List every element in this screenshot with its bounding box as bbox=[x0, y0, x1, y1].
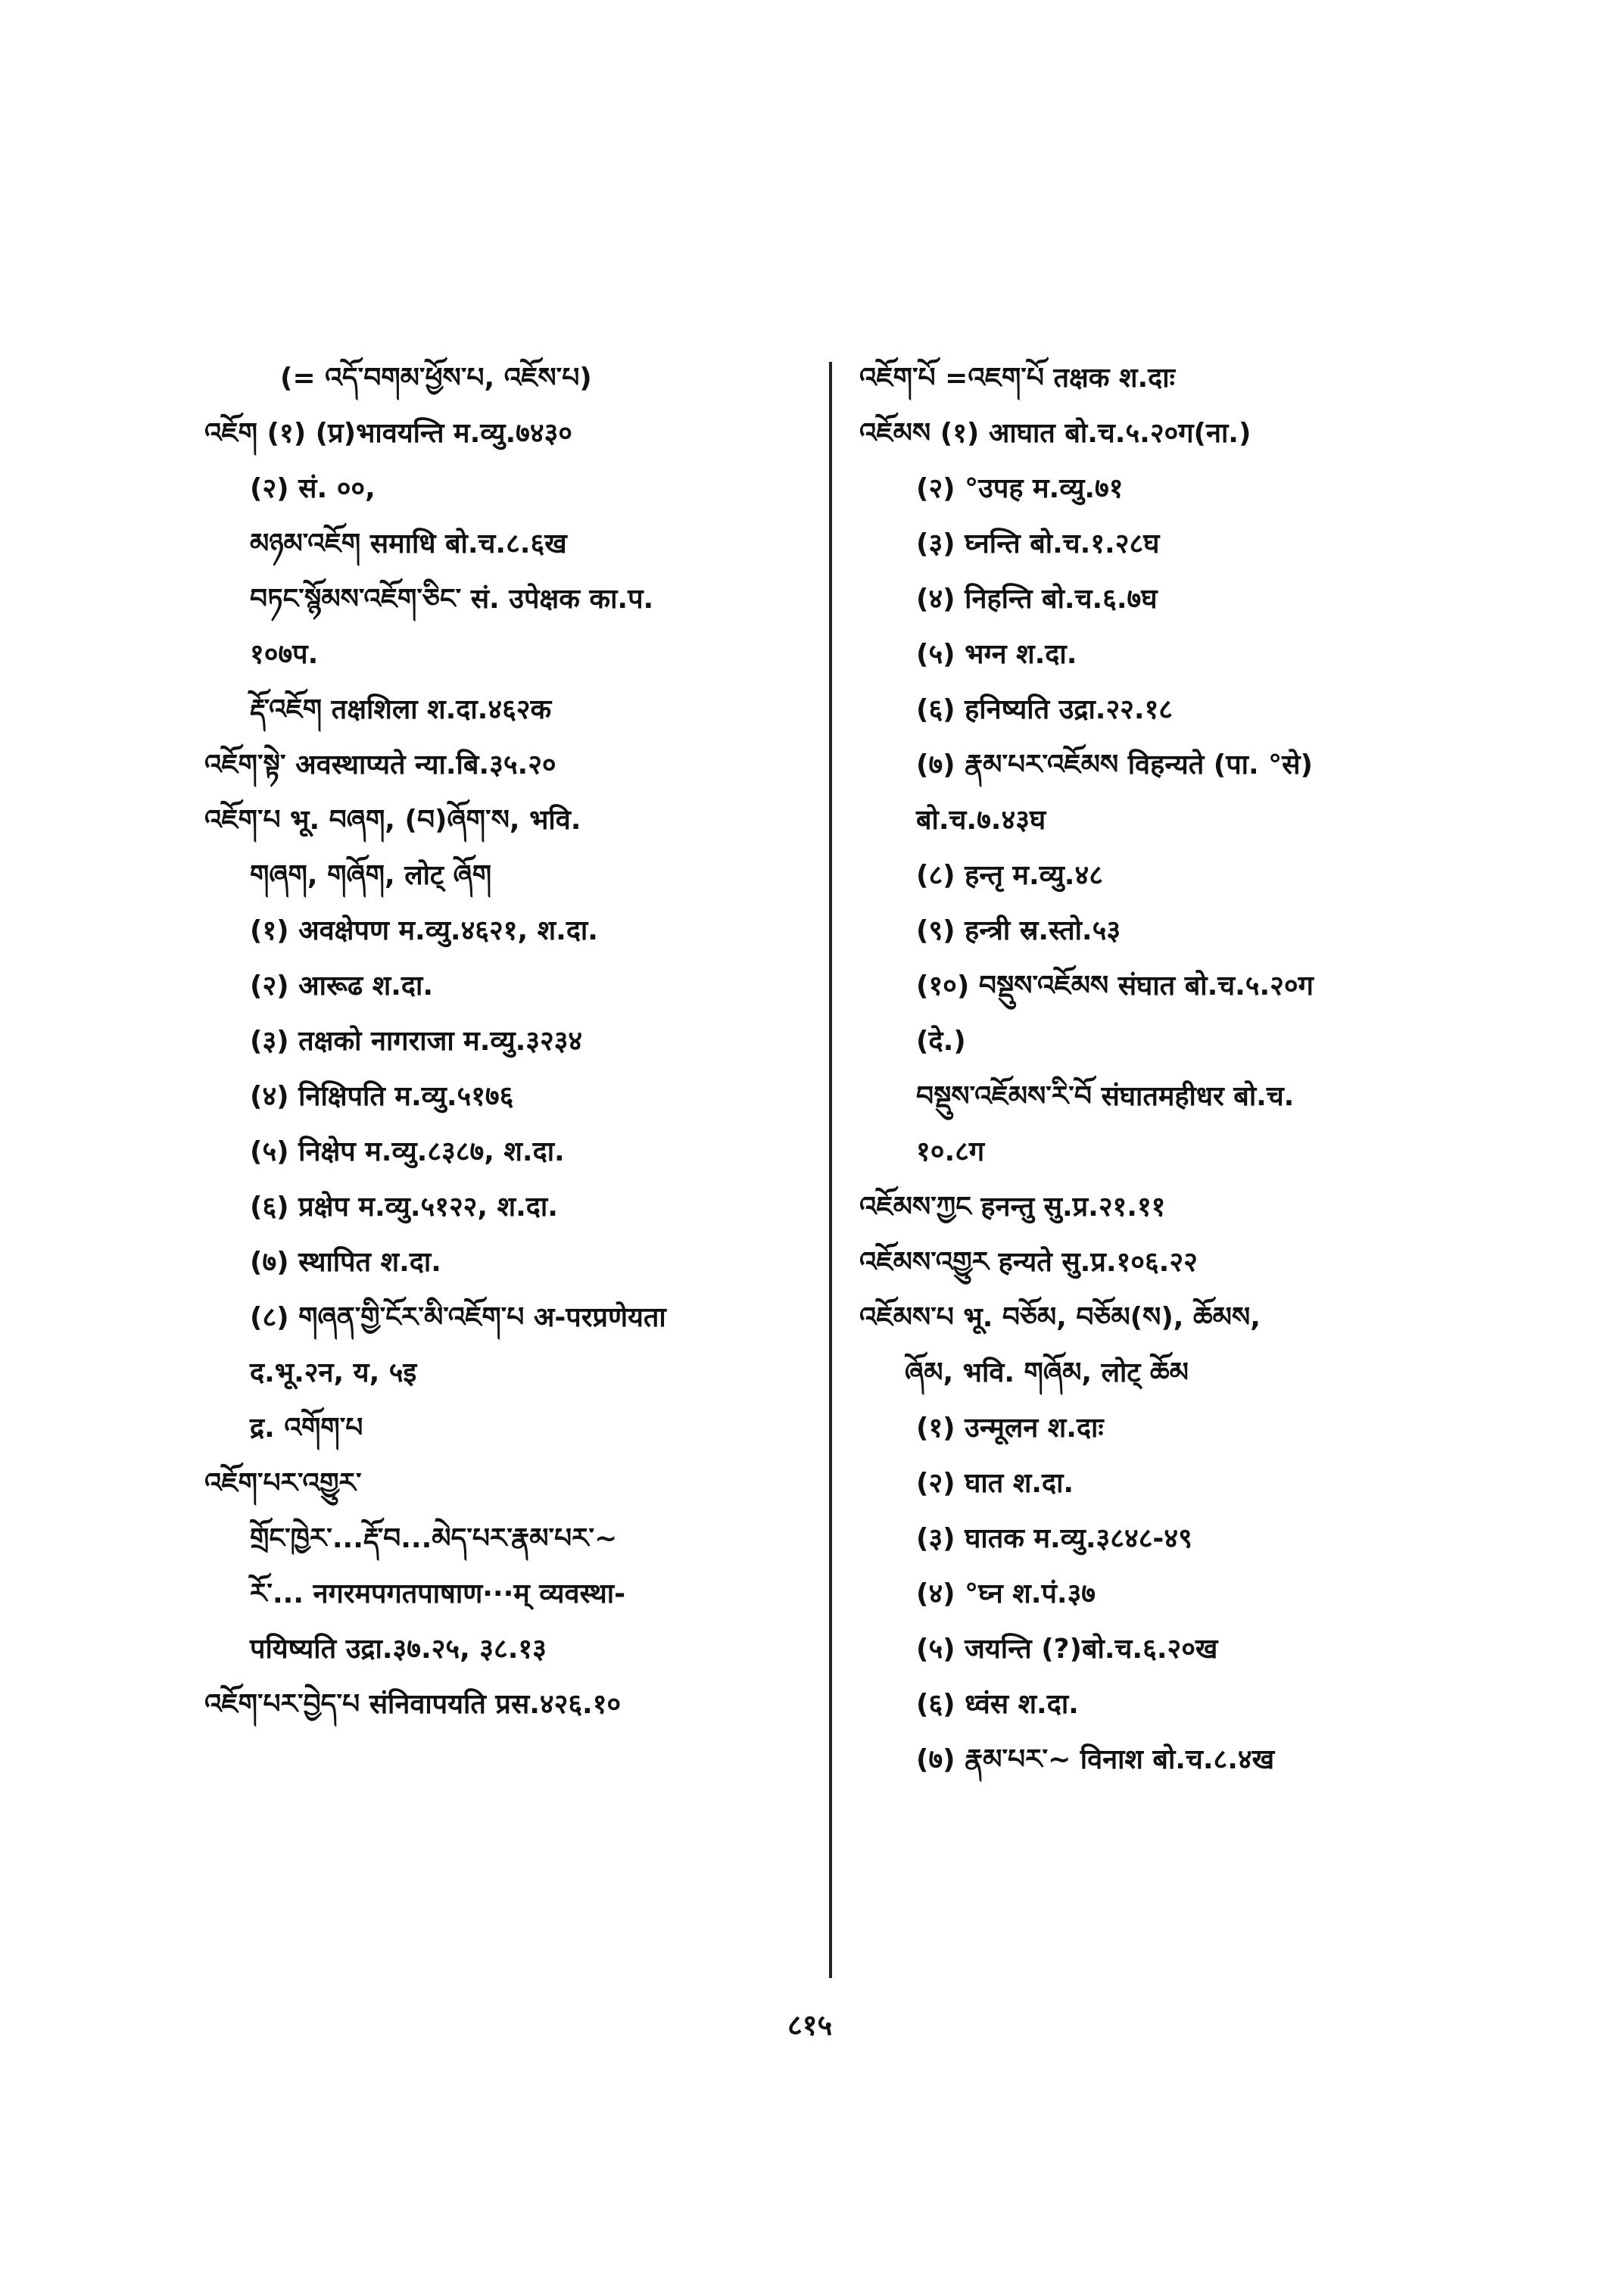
left-line: གཞག, གཞོག, लोट् ཞོག bbox=[250, 860, 492, 891]
left-line: (६) प्रक्षेप म.व्यु.५१२२, श.दा. bbox=[250, 1192, 558, 1223]
right-line: (२) घात श.दा. bbox=[916, 1468, 1074, 1499]
left-line: (७) स्थापित श.दा. bbox=[250, 1247, 441, 1278]
left-line: (३) तक्षको नागराजा म.व्यु.३२३४ bbox=[250, 1026, 583, 1057]
right-line: ཞོམ, भवि. གཞོམ, लोट् ཆོམ bbox=[905, 1357, 1189, 1388]
right-line: (३) घ्नन्ति बो.च.१.२८घ bbox=[916, 528, 1160, 559]
left-line: འཇོག་པ भू. བཞག, (བ)ཞོག་ས, भवि. bbox=[204, 805, 581, 836]
right-line: (५) जयन्ति (?)बो.च.६.२०ख bbox=[916, 1634, 1218, 1665]
right-line: (३) घातक म.व्यु.३८४८-४९ bbox=[916, 1523, 1192, 1554]
right-line: (दे.) bbox=[916, 1026, 966, 1057]
left-line: १०७प. bbox=[250, 639, 319, 670]
left-line: (४) निक्षिपति म.व्यु.५१७६ bbox=[250, 1081, 514, 1112]
right-line: འཇོམས་འགྱུར हन्यते सु.प्र.१०६.२२ bbox=[859, 1247, 1198, 1278]
right-line: (१) उन्मूलन श.दाः bbox=[916, 1413, 1104, 1444]
left-line: བཏང་སྙོམས་འཇོག་ཅིང་ सं. उपेक्षक का.प. bbox=[250, 584, 654, 615]
right-line: (६) ध्वंस श.दा. bbox=[916, 1689, 1079, 1720]
left-line: द.भू.२न, य, ५इ bbox=[250, 1357, 417, 1388]
right-line: (५) भग्न श.दा. bbox=[916, 639, 1077, 670]
left-line: འཇོག (१) (प्र)भावयन्ति म.व्यु.७४३० bbox=[204, 418, 573, 449]
left-line: (५) निक्षेप म.व्यु.८३८७, श.दा. bbox=[250, 1136, 565, 1167]
right-line: འཇོམས་པ भू. བཅོམ, བཅོམ(ས), ཆོམས, bbox=[859, 1302, 1261, 1333]
left-line: འཇོག་སྟེ་ अवस्थाप्यते न्या.बि.३५.२० bbox=[204, 749, 556, 780]
right-line: འཇོམས (१) आघात बो.च.५.२०ग(ना.) bbox=[859, 418, 1252, 449]
left-line: पयिष्यति उद्रा.३७.२५, ३८.१३ bbox=[250, 1634, 547, 1665]
right-line: बो.च.७.४३घ bbox=[916, 805, 1046, 836]
left-line: འཇོག་པར་བྱེད་པ संनिवापयति प्रस.४२६.१० bbox=[204, 1689, 622, 1720]
left-line: མཉམ་འཇོག समाधि बो.च.८.६ख bbox=[250, 528, 567, 559]
right-line: १०.८ग bbox=[916, 1136, 985, 1167]
right-line: (९) हन्त्री स्र.स्तो.५३ bbox=[916, 915, 1121, 946]
right-line: (४) °घ्न श.पं.३७ bbox=[916, 1578, 1096, 1609]
right-line: (१०) བསྡུས་འཇོམས संघात बो.च.५.२०ग bbox=[916, 970, 1314, 1002]
right-line: (६) हनिष्यति उद्रा.२२.१८ bbox=[916, 694, 1174, 725]
right-line: (२) °उपह म.व्यु.७१ bbox=[916, 473, 1124, 504]
right-line: (७) རྣམ་པར་~ विनाश बो.च.८.४ख bbox=[916, 1744, 1275, 1775]
left-line: རོ་... नगरमपगतपाषाण···म् व्यवस्था- bbox=[250, 1578, 626, 1609]
right-line: (४) निहन्ति बो.च.६.७घ bbox=[916, 584, 1158, 615]
left-line: द्र. འགོག་པ bbox=[250, 1413, 363, 1444]
right-line: འཇོམས་ཀྱང हनन्तु सु.प्र.२१.११ bbox=[859, 1192, 1166, 1223]
left-line: (१) अवक्षेपण म.व्यु.४६२१, श.दा. bbox=[250, 915, 598, 946]
left-line: (२) सं. ००, bbox=[250, 473, 376, 504]
left-line: གྲོང་ཁྱེར་...རྡོ་བ...མེད་པར་རྣམ་པར་~ bbox=[250, 1523, 618, 1554]
page-number: ८१५ bbox=[787, 2008, 833, 2042]
right-line: (७) རྣམ་པར་འཇོམས विहन्यते (पा. °से) bbox=[916, 749, 1313, 780]
right-line: (८) हन्तृ म.व्यु.४८ bbox=[916, 860, 1103, 891]
left-line: (२) आरूढ श.दा. bbox=[250, 970, 433, 1002]
right-line: འཇོག་པོ =འཇག་པོ तक्षक श.दाः bbox=[859, 363, 1175, 394]
left-line: (= འདོ་བགམ་ཕྱོས་པ, འཇོས་པ) bbox=[280, 363, 592, 394]
right-line: བསྡུས་འཇོམས་རི་བོ संघातमहीधर बो.च. bbox=[916, 1081, 1295, 1112]
left-line: (८) གཞན་གྱི་ངོར་མི་འཇོག་པ अ-परप्रणेयता bbox=[250, 1302, 666, 1333]
left-line: འཇོག་པར་འགྱུར་ bbox=[204, 1468, 362, 1499]
column-divider bbox=[829, 362, 832, 1978]
left-line: རྡོ་འཇོག तक्षशिला श.दा.४६२क bbox=[250, 694, 552, 725]
